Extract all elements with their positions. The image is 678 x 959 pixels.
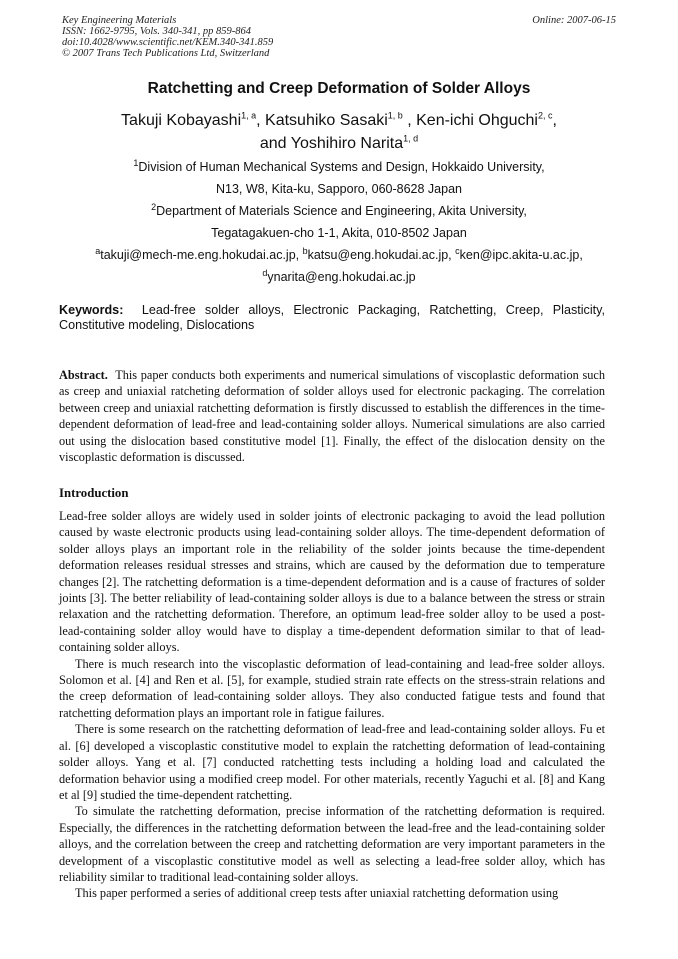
abstract-text: This paper conducts both experiments and numerical simulations of viscoplastic deformation such as creep and uniaxial ratcheting deformation of solder alloys used for electronic packaging. The correlation between creep and uniaxial ratchetting deformation is firstly discussed to establish the differences in the time-dependent deformation of lead-free and lead-containing solder alloys. Numerical simulations are also carried out using the dislocation based constitutive model [1]. Finally, the effect of the dislocation density on the viscoplastic deformation is discussed. [59,368,606,465]
journal-header [62,15,273,59]
introduction-body [59,508,605,902]
affiliation-line [0,226,678,240]
email-sup: b [302,245,308,256]
author-separator: , [402,112,417,129]
online-date: Online: 2007-06-15 [532,15,616,26]
email-address: takuji@mech-me.eng.hokudai.ac.jp, [100,248,303,262]
author-prefix: and [259,135,291,152]
keywords-text: Lead-free solder alloys, Electronic Packaging, Ratchetting, Creep, Plasticity, Constitutive modeling, Dislocations [59,303,606,332]
author-sup: 1, b [387,110,403,121]
author-name: Takuji Kobayashi [121,112,242,129]
author-sup: 1, a [241,110,257,121]
keywords-label: Keywords: [59,303,124,317]
abstract-label: Abstract. [59,368,108,382]
author-separator: , [256,112,266,129]
keywords [59,303,605,333]
journal-issn: ISSN: 1662-9795, Vols. 340-341, pp 859-864 [62,26,251,37]
affiliation-text: Division of Human Mechanical Systems and Design, Hokkaido University, [138,160,545,174]
author-sup: 1, d [403,133,419,144]
journal-copyright: © 2007 Trans Tech Publications Ltd, Switzerland [62,48,270,59]
author-sup: 2, c [537,110,553,121]
paragraph: Lead-free solder alloys are widely used in solder joints of electronic packaging to avoid the lead pollution caused by waste electronic products using lead-containing solder alloys. The time-dependent deformation of solder alloys plays an important role in the reliability of the solder joints because the time-dependent deformation releases residual stresses and strains, which are caused by the deformation due to temperature changes [2]. The ratchetting deformation is a time-dependent deformation and is a cause of fractures of solder joints [3]. The better reliability of lead-containing solder alloys is due to a balance between the stress or strain relaxation and the ratchetting deformation. Therefore, an optimum lead-free solder alloy to be used a post-lead-containing solder alloy would have to display a time-dependent deformation similar to that of lead-containing solder alloys. [59,509,605,655]
affiliation-text: Department of Materials Science and Engineering, Akita University, [156,204,527,218]
section-heading-introduction: Introduction [59,486,129,500]
email-sup: d [262,267,268,278]
paper-title: Ratchetting and Creep Deformation of Solder Alloys [147,80,531,97]
author-line-2 [0,135,678,153]
author-line-1 [0,112,678,130]
author-name: Yoshihiro Narita [290,135,404,152]
email-line [0,267,678,284]
journal-doi: doi:10.4028/www.scientific.net/KEM.340-341.859 [62,37,274,48]
paragraph: This paper performed a series of additional creep tests after uniaxial ratchetting deformation using [75,886,559,901]
affiliation-line [0,182,678,196]
journal-name: Key Engineering Materials [62,15,177,26]
email-address: katsu@eng.hokudai.ac.jp, [307,248,456,262]
paragraph: To simulate the ratchetting deformation, precise information of the ratchetting deformation is required. Especially, the differences in the ratchetting deformation between the lead-free and the lead-containing solder alloys, and the correlation between the creep and ratchetting deformation are very important parameters in the development of a viscoplastic constitutive model as well as selecting a lead-free solder alloy, which has reliability similar to traditional lead-containing solder alloys. [59,804,605,884]
affiliation-text: Tegatagakuen-cho 1-1, Akita, 010-8502 Japan [211,226,467,240]
email-address: ynarita@eng.hokudai.ac.jp [267,270,416,284]
abstract [59,367,605,465]
affiliation-line [0,157,678,174]
paragraph: There is much research into the viscoplastic deformation of lead-containing and lead-free solder alloys. Solomon et al. [4] and Ren et al. [5], for example, studied strain rate effects on the stress-strain relations and the creep deformation of lead-containing solder alloys. They also conducted fatigue tests and found that ratchetting deformation plays an important role in fatigue failures. [59,656,605,720]
author-name: Katsuhiko Sasaki [265,112,388,129]
email-sup: a [95,245,101,256]
paragraph: There is some research on the ratchetting deformation of lead-free and lead-containing solder alloys. Fu et al. [6] developed a viscoplastic constitutive model to explain the ratchetting deformation of lead-containing solder alloys. Yang et al. [7] conducted ratchetting tests including a holding load and calculated the deformation behavior using a modified creep model. For other materials, recently Yaguchi et al. [8] and Kang et al [9] studied the time-dependent ratchetting. [59,722,605,802]
email-sup: c [455,245,460,256]
email-address: ken@ipc.akita-u.ac.jp, [459,248,583,262]
affiliation-line [0,201,678,218]
author-name: Ken-ichi Ohguchi [416,112,538,129]
affiliation-sup: 1 [133,157,139,168]
affiliation-text: N13, W8, Kita-ku, Sapporo, 060-8628 Japan [216,182,462,196]
email-line [0,245,678,262]
author-separator: , [552,112,557,129]
affiliation-sup: 2 [151,201,157,212]
